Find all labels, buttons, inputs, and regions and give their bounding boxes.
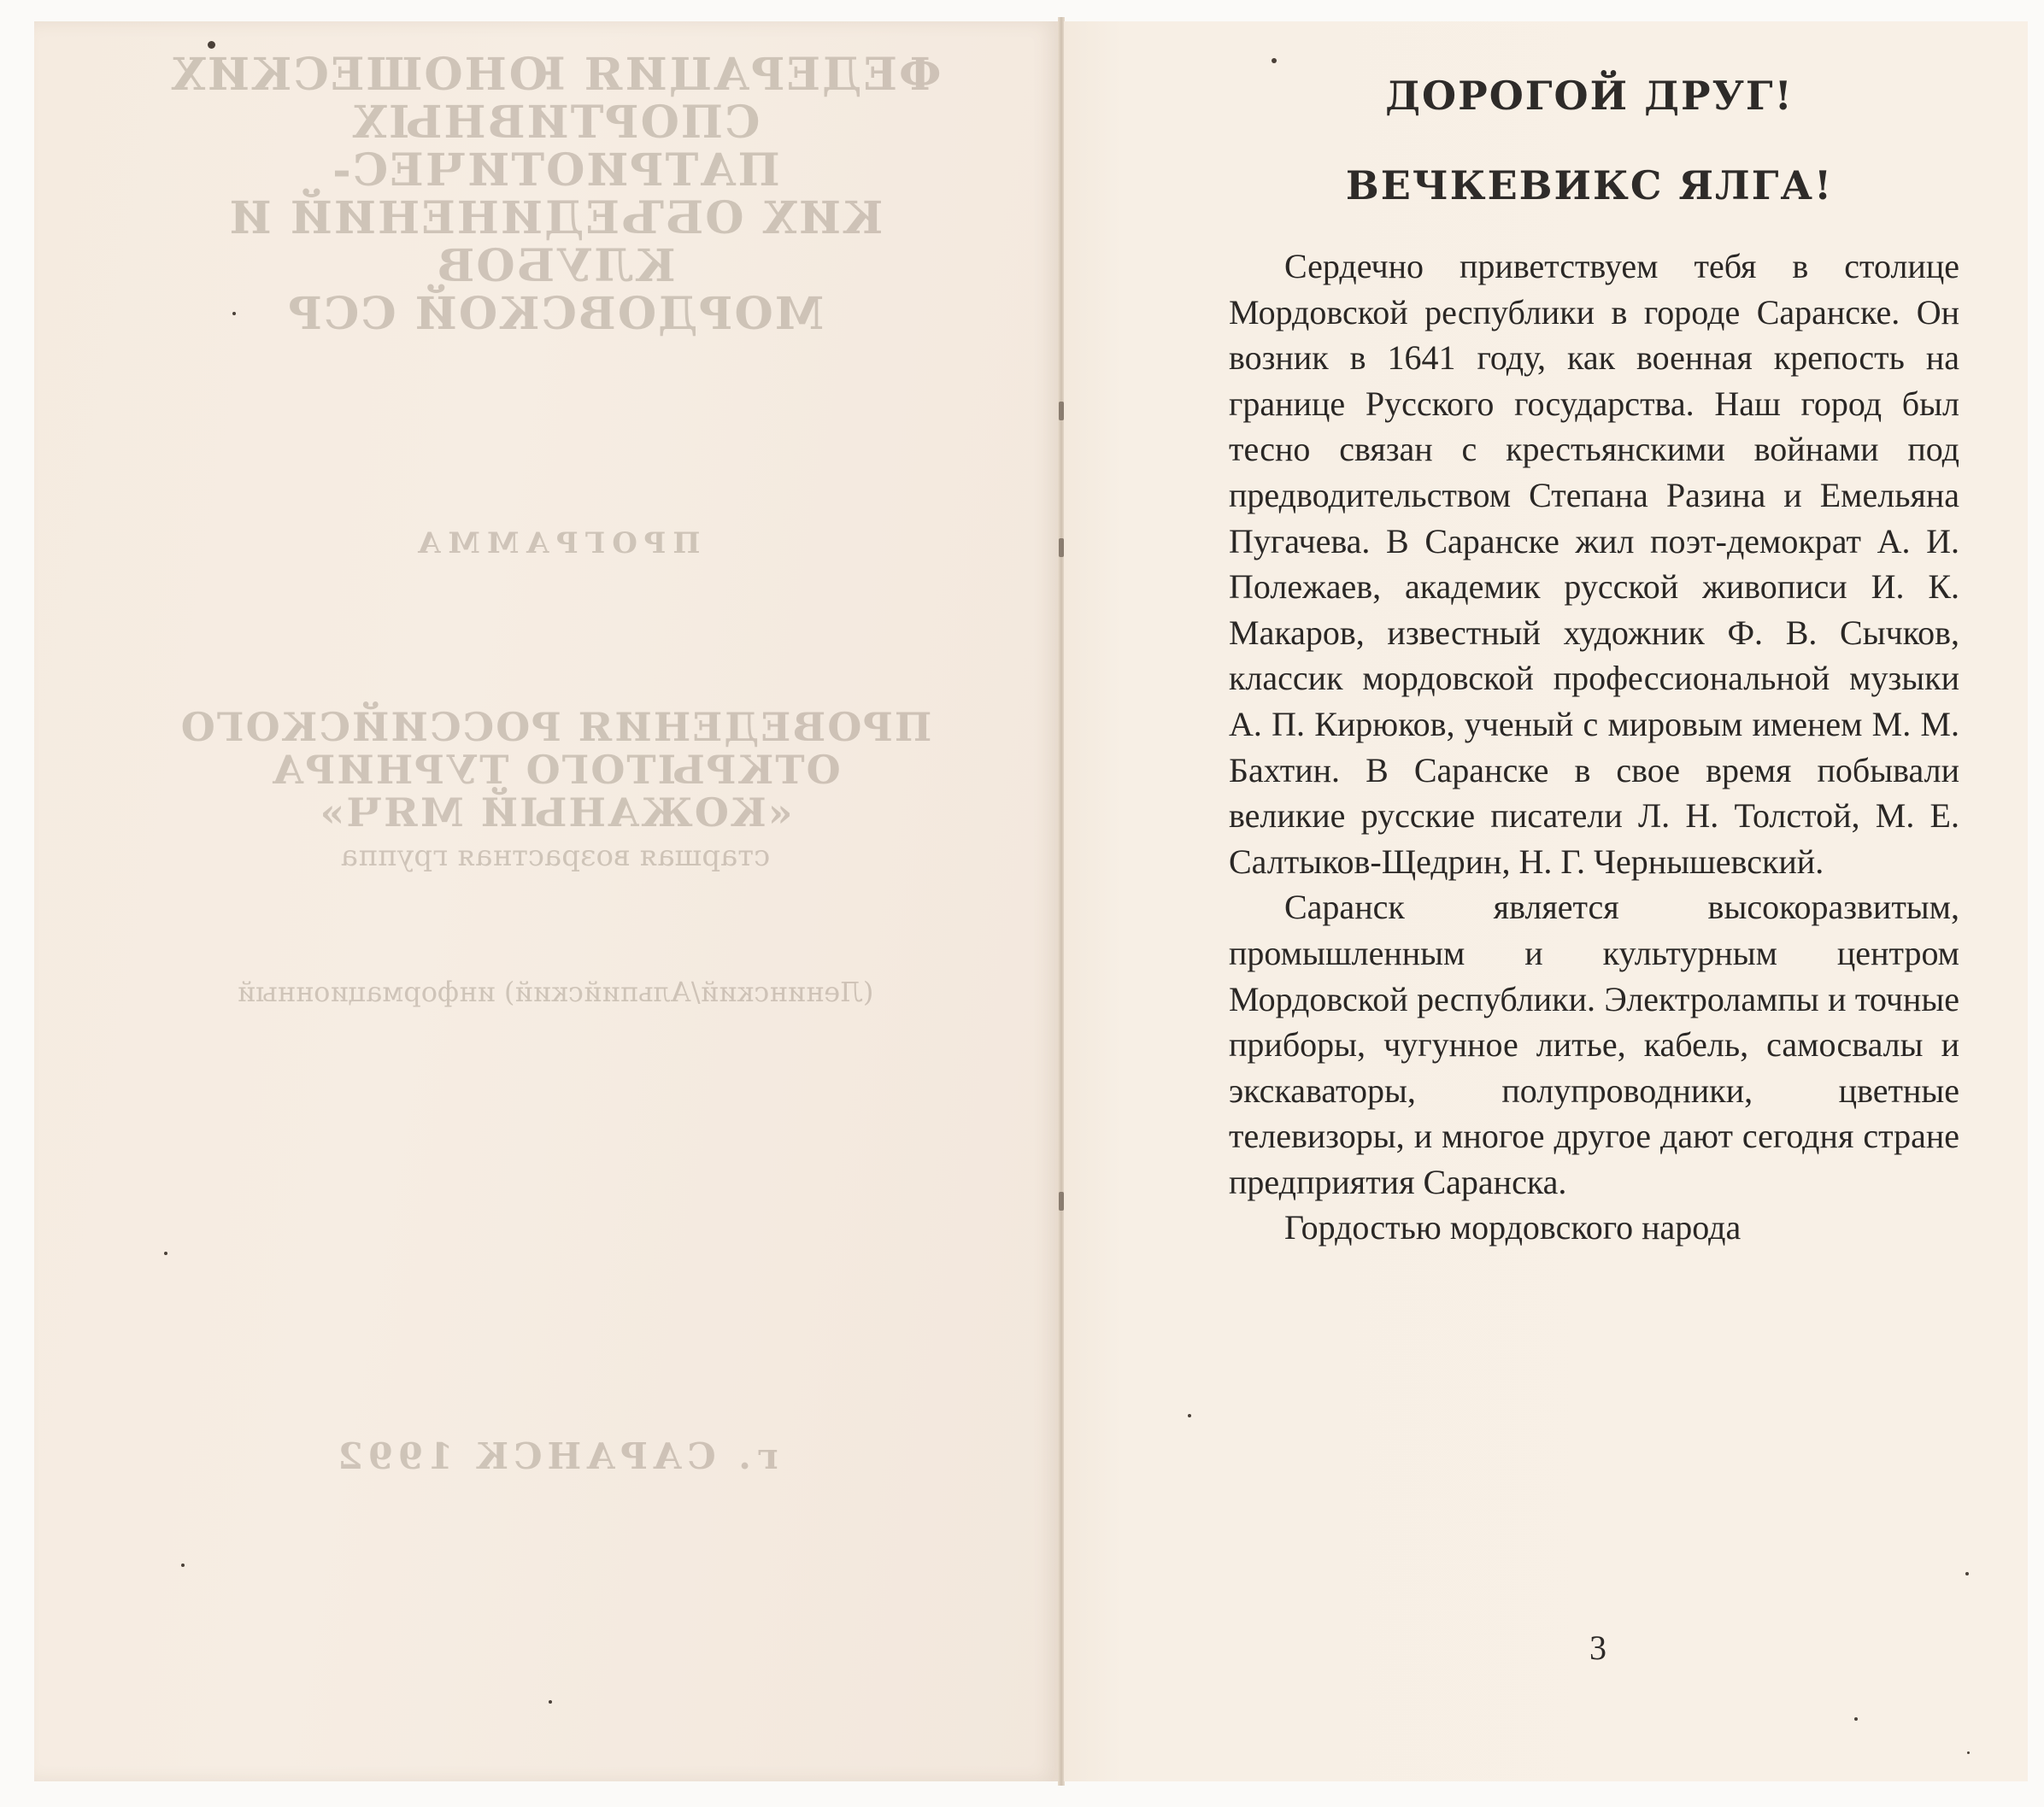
show-through-group: старшая возрастная группа bbox=[340, 839, 771, 873]
heading-russian: ДОРОГОЙ ДРУГ! bbox=[1385, 73, 1794, 119]
dust-speck bbox=[1967, 1751, 1970, 1754]
dust-speck bbox=[181, 1564, 185, 1567]
staple-mark bbox=[1059, 538, 1064, 557]
heading-moksha: ВЕЧКЕВИКС ЯЛГА! bbox=[1345, 162, 1834, 208]
show-through-city: г. САРАНСК 1992 bbox=[332, 1435, 778, 1477]
dust-speck bbox=[1188, 1414, 1191, 1417]
show-through-org-line: МОРДОВСКОЙ ССР bbox=[286, 288, 825, 340]
paragraph: Сердечно приветствуем тебя в столице Мордовской республики в городе Саранске. Он возник в 1641 году, как военная крепость на границе Русского государства. Наш город был тесно связан с крестьянскими войнами под предводительством Степана Разина и Емельяна Пугачева. В Саранске жил поэт-демократ А. И. Полежаев, академик русской живописи И. К. Макаров, известный художник Ф. В. Сычков, классик мордовской профессиональной музыки А. П. Кирюков, ученый с мировым именем М. М. Бахтин. В Саранске в свое время побывали великие русские писатели Л. Н. Толстой, М. Е. Салтыков-Щедрин, Н. Г. Чернышевский. bbox=[1229, 247, 1959, 881]
show-through-event-line: ПРОВЕДЕНИЯ РОССИЙСКОГО bbox=[179, 704, 932, 750]
show-through-note: (Ленинский/Альпийский) информационный bbox=[237, 976, 874, 1008]
dust-speck bbox=[1854, 1717, 1858, 1721]
show-through-org-line: ФЕДЕРАЦИЯ ЮНОШЕСКИХ bbox=[169, 49, 942, 101]
paragraph: Гордостью мордовского народа bbox=[1284, 1208, 1742, 1247]
show-through-org-line: СПОРТИВНЫХ ПАТРИОТИЧЕС- bbox=[331, 97, 780, 197]
dust-speck bbox=[1272, 58, 1277, 63]
dust-speck bbox=[232, 312, 236, 315]
paragraph: Саранск является высокоразвитым, промышленным и культурным центром Мордовской республики. Электролампы и точные приборы, чугунное литье, кабель, самосвалы и экскаваторы, полупроводники, цветные телевизоры, и многое другое дают сегодня стране предприятия Саранска. bbox=[1229, 888, 1959, 1201]
dust-speck bbox=[164, 1252, 167, 1255]
show-through-text bbox=[154, 51, 957, 1477]
staple-mark bbox=[1059, 402, 1064, 420]
dust-speck bbox=[208, 41, 215, 49]
show-through-event-line: «КОЖАНЫЙ МЯЧ» bbox=[318, 789, 793, 836]
dust-speck bbox=[1965, 1572, 1969, 1575]
dust-speck bbox=[549, 1700, 552, 1704]
page-number: 3 bbox=[1589, 1628, 1606, 1667]
staple-mark bbox=[1059, 1192, 1064, 1211]
body-text bbox=[1229, 243, 1959, 1251]
show-through-program: ПРОГРАММА bbox=[410, 526, 701, 560]
show-through-org-line: КИХ ОБЪЕДИНЕНИЙ И КЛУБОВ bbox=[227, 192, 884, 292]
show-through-event-line: ОТКРЫТОГО ТУРНИРА bbox=[270, 747, 841, 793]
